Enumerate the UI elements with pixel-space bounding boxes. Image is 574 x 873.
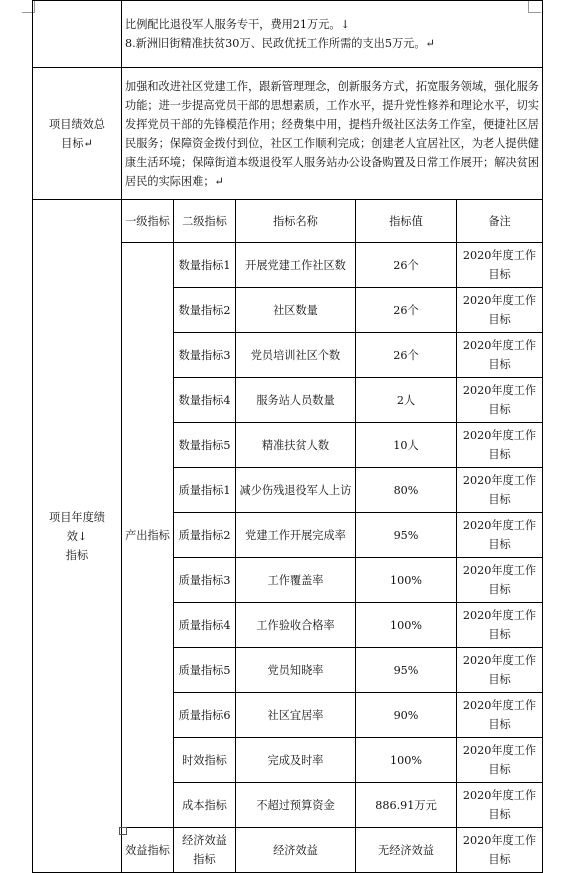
indicator-value: 26个 [356, 333, 457, 378]
indicator-note: 2020年度工作目标 [457, 693, 543, 738]
indicator-note: 2020年度工作目标 [457, 783, 543, 828]
level2-cell: 质量指标6 [174, 693, 236, 738]
indicator-value: 10人 [356, 423, 457, 468]
level2-cell: 数量指标4 [174, 378, 236, 423]
indicator-note: 2020年度工作目标 [457, 513, 543, 558]
indicator-name: 减少伤残退役军人上访 [236, 468, 356, 513]
indicator-name: 不超过预算资金 [236, 783, 356, 828]
level2-cell: 质量指标2 [174, 513, 236, 558]
indicator-name: 开展党建工作社区数 [236, 243, 356, 288]
table-anchor-mark [119, 827, 127, 835]
goal-label-line-2: 目标↵ [61, 136, 93, 150]
indicator-name: 完成及时率 [236, 738, 356, 783]
indicator-name: 党员培训社区个数 [236, 333, 356, 378]
empty-label-cell [33, 1, 122, 68]
level2-cell: 质量指标3 [174, 558, 236, 603]
indicator-value: 26个 [356, 288, 457, 333]
indicator-name: 社区宜居率 [236, 693, 356, 738]
goal-row [33, 68, 543, 200]
indicator-name: 经济效益 [236, 828, 356, 873]
indicator-value: 100% [356, 558, 457, 603]
header-value: 指标值 [356, 200, 457, 243]
indicator-value: 无经济效益 [356, 828, 457, 873]
indicator-value: 95% [356, 648, 457, 693]
benefit-indicator-label: 效益指标 [122, 828, 174, 873]
level2-cell: 数量指标3 [174, 333, 236, 378]
indicator-note: 2020年度工作目标 [457, 243, 543, 288]
goal-label [33, 68, 122, 200]
header-name: 指标名称 [236, 200, 356, 243]
level2-cell: 数量指标2 [174, 288, 236, 333]
indicator-value: 2人 [356, 378, 457, 423]
header-level2: 二级指标 [174, 200, 236, 243]
indicator-value: 100% [356, 603, 457, 648]
indicator-value: 100% [356, 738, 457, 783]
annual-label-line-1: 项目年度绩 [49, 510, 105, 524]
indicator-note: 2020年度工作目标 [457, 378, 543, 423]
budget-detail-line-2: 8.新洲旧街精准扶贫30万、民政优抚工作所需的支出5万元。↵ [125, 37, 435, 50]
performance-table [32, 0, 543, 873]
indicator-note: 2020年度工作目标 [457, 333, 543, 378]
level2-cell: 数量指标1 [174, 243, 236, 288]
annual-label-line-3: 指标 [65, 548, 89, 562]
indicator-note: 2020年度工作目标 [457, 738, 543, 783]
level2-cell: 质量指标1 [174, 468, 236, 513]
output-indicator-label: 产出指标 [122, 243, 174, 828]
indicator-note: 2020年度工作目标 [457, 468, 543, 513]
budget-detail-cell [122, 1, 543, 68]
indicator-note: 2020年度工作目标 [457, 288, 543, 333]
header-note: 备注 [457, 200, 543, 243]
level2-cell: 成本指标 [174, 783, 236, 828]
indicator-header-row [33, 200, 543, 243]
indicator-value: 26个 [356, 243, 457, 288]
indicator-name: 党员知晓率 [236, 648, 356, 693]
level2-cell: 质量指标4 [174, 603, 236, 648]
indicator-value: 95% [356, 513, 457, 558]
budget-detail-row [33, 1, 543, 68]
indicator-note: 2020年度工作目标 [457, 423, 543, 468]
annual-label-line-2: 效↓ [66, 529, 88, 543]
indicator-value: 886.91万元 [356, 783, 457, 828]
indicator-note: 2020年度工作目标 [457, 558, 543, 603]
indicator-value: 80% [356, 468, 457, 513]
indicator-name: 工作覆盖率 [236, 558, 356, 603]
level2-cell: 质量指标5 [174, 648, 236, 693]
indicator-note: 2020年度工作目标 [457, 603, 543, 648]
indicator-note: 2020年度工作目标 [457, 648, 543, 693]
indicator-value: 90% [356, 693, 457, 738]
indicator-name: 社区数量 [236, 288, 356, 333]
goal-label-line-1: 项目绩效总 [49, 117, 105, 131]
indicator-name: 党建工作开展完成率 [236, 513, 356, 558]
indicator-name: 精准扶贫人数 [236, 423, 356, 468]
goal-text: 加强和改进社区党建工作，跟新管理理念，创新服务方式，拓宽服务领域，强化服务功能；进一步提高党员干部的思想素质，工作水平，提升党性修养和理论水平，切实发挥党员干部的先锋模范作用；经费集中用，提档升级社区法务工作室，便捷社区居民服务；保障资金拨付到位，社区工作顺利完成；创建老人宜居社区，为老人提供健康生活环境；保障街道本级退役军人服务站办公设备购置及日常工作展开；解决贫困居民的实际困难；↵ [122, 68, 543, 200]
indicator-note: 2020年度工作目标 [457, 828, 543, 873]
indicator-name: 服务站人员数量 [236, 378, 356, 423]
header-level1: 一级指标 [122, 200, 174, 243]
level2-cell: 经济效益指标 [174, 828, 236, 873]
annual-label [33, 200, 122, 873]
budget-detail-line-1: 比例配比退役军人服务专干，费用21万元。↓ [125, 18, 350, 31]
indicator-name: 工作验收合格率 [236, 603, 356, 648]
level2-cell: 数量指标5 [174, 423, 236, 468]
level2-cell: 时效指标 [174, 738, 236, 783]
